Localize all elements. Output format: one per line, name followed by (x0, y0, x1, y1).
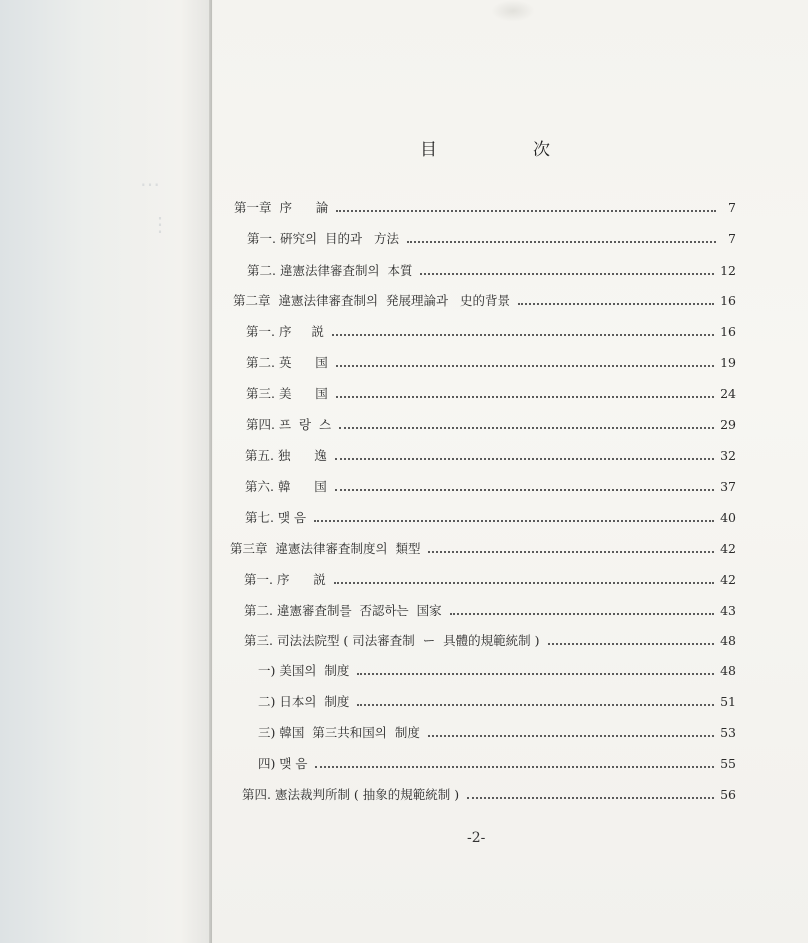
toc-entry (246, 384, 736, 402)
toc-entry-page: 12 (720, 263, 736, 278)
toc-entry-page: 56 (720, 787, 736, 802)
toc-entry-label: 第三. 美 国 (246, 386, 328, 401)
dot-leader (335, 488, 714, 491)
toc-entry-page: 29 (720, 417, 736, 432)
dot-leader (420, 272, 714, 275)
toc-entry (244, 631, 736, 649)
toc-entry (230, 539, 736, 557)
dot-leader (407, 240, 716, 243)
toc-entry (244, 601, 736, 619)
toc-entry (233, 291, 736, 309)
dot-leader (314, 519, 714, 522)
toc-entry-page: 37 (720, 479, 736, 494)
dot-leader (335, 457, 714, 460)
toc-entry-page: 42 (720, 572, 736, 587)
toc-entry-label: 第一. 硏究의 目的과 方法 (247, 231, 399, 246)
toc-entry (246, 415, 736, 433)
dot-leader (428, 734, 714, 737)
dot-leader (357, 672, 714, 675)
toc-entry-label: 第一章 序 論 (234, 200, 329, 215)
toc-entry-page: 32 (720, 448, 736, 463)
toc-entry (245, 508, 736, 526)
toc-entry-page: 53 (720, 725, 736, 740)
toc-entry (245, 477, 736, 495)
toc-entry-page: 48 (720, 633, 736, 648)
toc-entry (245, 446, 736, 464)
toc-entry-label: 第二. 英 国 (246, 355, 328, 370)
toc-entry-label: 第三. 司法法院型 ( 司法審査制 ー 具體的規範統制 ) (244, 633, 540, 648)
dot-leader (334, 581, 714, 584)
toc-entry (258, 661, 736, 679)
toc-entry-page: 43 (720, 603, 736, 618)
dot-leader (428, 550, 714, 553)
dot-leader (339, 426, 714, 429)
dot-leader (332, 333, 714, 336)
dot-leader (467, 796, 714, 799)
toc-entry (244, 570, 736, 588)
toc-entry (246, 322, 736, 340)
toc-entry-label: 第二章 違憲法律審査制의 発展理論과 史的背景 (233, 293, 510, 308)
dot-leader (357, 703, 714, 706)
toc-entry-page: 7 (728, 200, 736, 215)
bleed-through-mark: ⋮ (150, 212, 170, 236)
toc-entry-page: 51 (720, 694, 736, 709)
toc-entry-label: 第二. 違憲法律審査制의 本質 (247, 263, 413, 278)
toc-entry-page: 48 (720, 663, 736, 678)
toc-entry-label: 第四. 憲法裁判所制 ( 抽象的規範統制 ) (242, 787, 460, 802)
dot-leader (336, 364, 714, 367)
toc-entry-label: 第五. 独 逸 (245, 448, 327, 463)
toc-entry-label: 第二. 違憲審査制를 否認하는 国家 (244, 603, 442, 618)
toc-entry (247, 261, 736, 279)
toc-entry-page: 7 (728, 231, 736, 246)
dot-leader (336, 395, 714, 398)
title-char-2: 次 (533, 140, 550, 160)
bleed-through-mark: ⋯ (140, 172, 160, 196)
toc-entry-page: 40 (720, 510, 736, 525)
toc-entry (247, 229, 736, 247)
toc-entry-label: 第三章 違憲法律審査制度의 類型 (230, 541, 421, 556)
toc-entry-label: 第一. 序 説 (246, 324, 324, 339)
page-number: -2- (467, 830, 486, 846)
toc-entry-page: 19 (720, 355, 736, 370)
toc-entry-label: 第六. 韓 国 (245, 479, 327, 494)
dot-leader (548, 642, 715, 645)
toc-entry-label: 三) 韓国 第三共和国의 制度 (258, 725, 420, 740)
toc-entry-page: 55 (720, 756, 736, 771)
dot-leader (518, 302, 714, 305)
toc-entry-label: 一) 美国의 制度 (258, 663, 350, 678)
toc-entry-page: 42 (720, 541, 736, 556)
dot-leader (450, 612, 715, 615)
toc-entry-label: 第一. 序 説 (244, 572, 326, 587)
toc-entry-page: 16 (720, 293, 736, 308)
toc-entry-page: 24 (720, 386, 736, 401)
toc-entry-label: 二) 日本의 制度 (258, 694, 350, 709)
toc-entry-label: 第七. 맺 음 (245, 510, 307, 525)
toc-entry (258, 692, 736, 710)
dot-leader (336, 209, 716, 212)
toc-entry (234, 198, 736, 216)
toc-entry (258, 754, 736, 772)
toc-entry (258, 723, 736, 741)
toc-entry-label: 四) 맺 음 (258, 756, 308, 771)
toc-entry (242, 785, 736, 803)
toc-entry (246, 353, 736, 371)
title-char-1: 目 (420, 140, 437, 160)
toc-entry-page: 16 (720, 324, 736, 339)
toc-entry-label: 第四. 프 랑 스 (246, 417, 332, 432)
dot-leader (315, 765, 714, 768)
